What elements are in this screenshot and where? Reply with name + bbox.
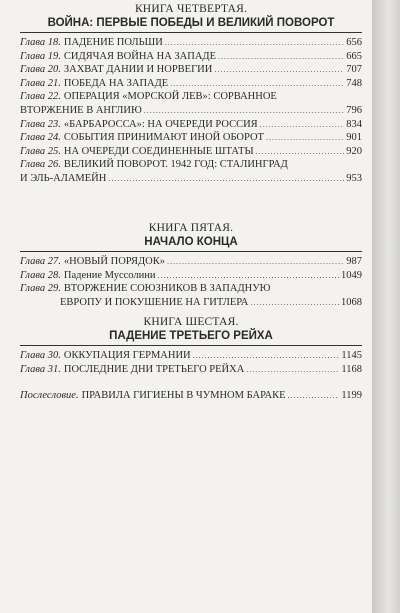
chapter-number: Глава 30. <box>20 350 61 361</box>
chapter-title-continued: ВТОРЖЕНИЕ В АНГЛИЮ <box>20 104 142 116</box>
chapter-number: Глава 22. <box>20 91 61 103</box>
book-section-6 <box>20 315 362 376</box>
book-title: ВОЙНА: ПЕРВЫЕ ПОБЕДЫ И ВЕЛИКИЙ ПОВОРОТ <box>47 17 335 29</box>
chapter-number: Глава 21. <box>20 77 61 89</box>
page-number: 834 <box>346 118 362 130</box>
chapter-number: Глава 29. <box>20 283 61 295</box>
page-number: 665 <box>346 50 362 62</box>
chapter-title: «НОВЫЙ ПОРЯДОК» <box>63 256 165 267</box>
chapter-title: ВТОРЖЕНИЕ СОЮЗНИКОВ В ЗАПАДНУЮ <box>63 283 271 295</box>
book-section-4 <box>20 2 362 186</box>
chapter-title: Падение Муссолини <box>63 269 156 281</box>
chapter-number: Глава 25. <box>20 145 61 157</box>
chapter-number: Глава 31. <box>20 363 61 375</box>
book-title: НАЧАЛО КОНЦА <box>144 236 238 248</box>
page-number: 901 <box>346 132 362 144</box>
toc-entry <box>20 77 362 91</box>
chapter-number: Глава 28. <box>20 269 61 281</box>
page-number: 1168 <box>341 363 362 375</box>
book-section-5 <box>20 221 362 309</box>
toc-entry <box>20 363 362 377</box>
chapter-title: ВЕЛИКИЙ ПОВОРОТ. 1942 ГОД: СТАЛИНГРАД <box>63 159 288 171</box>
page-number: 1199 <box>341 390 362 401</box>
page-number: 1145 <box>341 350 362 361</box>
chapter-number: Глава 27. <box>20 256 61 267</box>
page-number: 748 <box>346 77 362 89</box>
chapter-title-continued: И ЭЛЬ-АЛАМЕЙН <box>20 172 107 184</box>
chapter-title: ПАДЕНИЕ ПОЛЬШИ <box>63 37 163 48</box>
chapter-title: ПОБЕДА НА ЗАПАДЕ <box>63 77 169 89</box>
chapter-title: «БАРБАРОССА»: НА ОЧЕРЕДИ РОССИЯ <box>63 118 258 130</box>
toc-entry <box>20 90 362 117</box>
toc-entry <box>20 269 362 283</box>
chapter-title: ОККУПАЦИЯ ГЕРМАНИИ <box>63 350 191 361</box>
afterword-label: Послесловие. <box>20 390 79 401</box>
chapter-title: ЗАХВАТ ДАНИИ И НОРВЕГИИ <box>63 64 213 76</box>
afterword-title: ПРАВИЛА ГИГИЕНЫ В ЧУМНОМ БАРАКЕ <box>81 390 286 401</box>
toc-entry <box>20 255 362 269</box>
toc-entry <box>20 145 362 159</box>
toc-entry <box>20 118 362 132</box>
chapter-title: ПОСЛЕДНИЕ ДНИ ТРЕТЬЕГО РЕЙХА <box>63 363 245 375</box>
divider <box>20 251 362 252</box>
page-number: 656 <box>346 37 362 48</box>
divider <box>20 345 362 346</box>
toc-entry <box>20 282 362 309</box>
chapter-number: Глава 24. <box>20 132 61 144</box>
chapter-title: СОБЫТИЯ ПРИНИМАЮТ ИНОЙ ОБОРОТ <box>63 132 264 144</box>
afterword-section <box>20 389 362 403</box>
chapter-number: Глава 19. <box>20 50 61 62</box>
page-number: 1068 <box>341 296 362 308</box>
chapter-number: Глава 18. <box>20 37 61 48</box>
page-number: 920 <box>346 145 362 157</box>
book-label: КНИГА ПЯТАЯ. <box>148 222 234 234</box>
toc-entry <box>20 131 362 145</box>
page-number: 953 <box>346 172 362 184</box>
book-title: ПАДЕНИЕ ТРЕТЬЕГО РЕЙХА <box>109 330 273 342</box>
toc-entry <box>20 50 362 64</box>
toc-entry <box>20 349 362 363</box>
toc-entry <box>20 389 362 403</box>
toc-entry <box>20 36 362 50</box>
chapter-number: Глава 26. <box>20 159 61 171</box>
divider <box>20 32 362 33</box>
page-number: 707 <box>346 64 362 76</box>
chapter-title: СИДЯЧАЯ ВОЙНА НА ЗАПАДЕ <box>63 50 216 62</box>
toc-entry <box>20 63 362 77</box>
book-label: КНИГА ШЕСТАЯ. <box>143 316 239 328</box>
chapter-number: Глава 23. <box>20 118 61 130</box>
page-number: 796 <box>346 104 362 116</box>
chapter-title: ОПЕРАЦИЯ «МОРСКОЙ ЛЕВ»: СОРВАННОЕ <box>63 91 277 103</box>
page-number: 1049 <box>341 269 362 281</box>
toc-entry <box>20 158 362 185</box>
chapter-title: НА ОЧЕРЕДИ СОЕДИНЕННЫЕ ШТАТЫ <box>63 145 254 157</box>
page-edge <box>372 0 400 613</box>
chapter-number: Глава 20. <box>20 64 61 76</box>
book-label: КНИГА ЧЕТВЕРТАЯ. <box>134 3 248 15</box>
chapter-title-continued: ЕВРОПУ И ПОКУШЕНИЕ НА ГИТЛЕРА <box>60 296 249 308</box>
page-number: 987 <box>346 256 362 267</box>
